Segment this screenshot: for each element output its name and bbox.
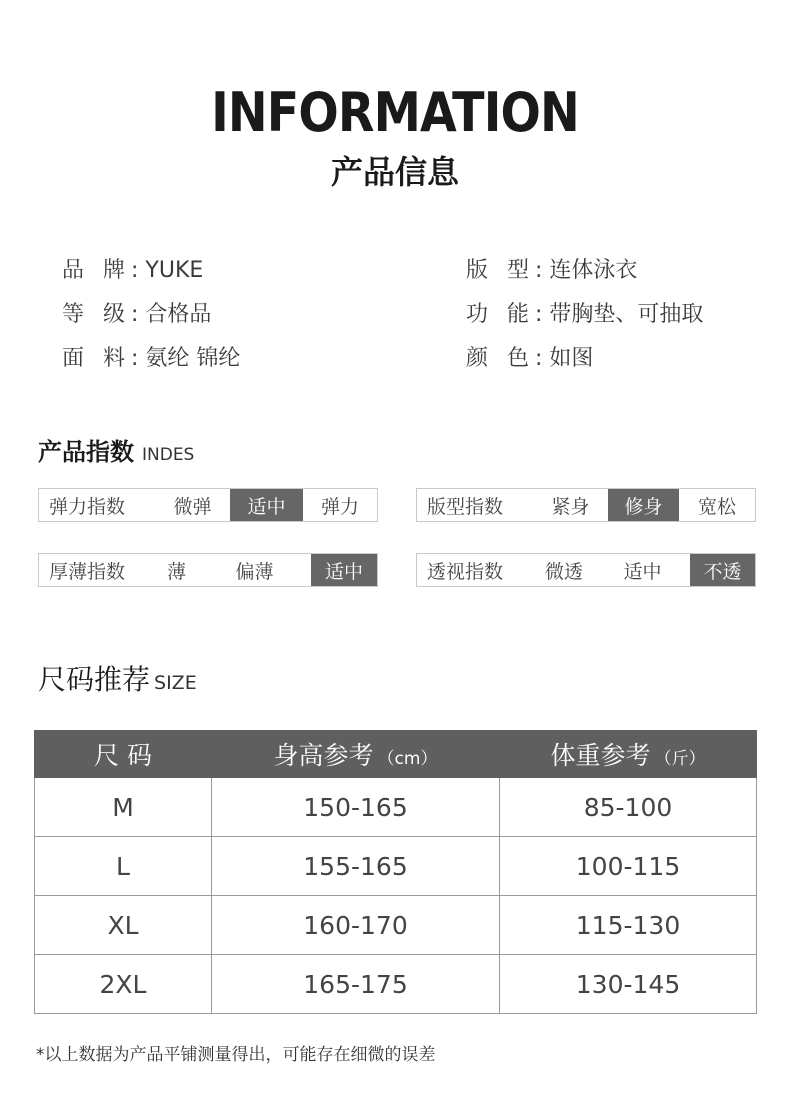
info-row-function — [466, 300, 703, 330]
cell-weight: 130-145 — [500, 955, 757, 1014]
column-header-height — [212, 731, 500, 778]
info-row-brand — [62, 256, 203, 286]
size-table-header — [35, 731, 757, 778]
section-title-en: SIZE — [154, 672, 197, 694]
index-option-selected: 适中 — [230, 489, 303, 521]
column-unit: （斤） — [654, 749, 706, 769]
info-separator: : — [131, 258, 139, 283]
section-title-cn: 产品指数 — [38, 438, 134, 466]
section-title-en: INDES — [142, 445, 195, 465]
info-value: 带胸垫、可抽取 — [549, 302, 704, 327]
page-title: INFORMATION — [211, 81, 579, 144]
index-elasticity — [38, 488, 378, 522]
info-separator: : — [535, 346, 543, 371]
info-label: 等 级 — [62, 302, 131, 327]
index-name: 厚薄指数 — [49, 560, 126, 583]
index-option-selected: 不透 — [690, 554, 755, 586]
index-thickness — [38, 553, 378, 587]
column-label: 身高参考 — [273, 741, 374, 770]
table-row — [35, 778, 757, 837]
info-label: 品 牌 — [62, 258, 131, 283]
info-label: 面 料 — [62, 346, 131, 371]
index-name: 版型指数 — [427, 495, 504, 518]
table-row — [35, 837, 757, 896]
table-row — [35, 955, 757, 1014]
info-value: 如图 — [549, 346, 594, 371]
index-option-selected: 适中 — [311, 554, 377, 586]
info-value: 合格品 — [145, 302, 212, 327]
index-option: 薄 — [166, 560, 186, 583]
info-row-fit — [466, 256, 637, 286]
info-label: 版 型 — [466, 258, 535, 283]
index-option: 偏薄 — [235, 560, 274, 583]
info-label: 颜 色 — [466, 346, 535, 371]
index-option: 弹力 — [320, 495, 359, 518]
column-header-size — [35, 731, 212, 778]
info-value: 氨纶 锦纶 — [145, 346, 241, 371]
info-separator: : — [535, 302, 543, 327]
cell-weight: 115-130 — [500, 896, 757, 955]
info-separator: : — [131, 302, 139, 327]
index-option: 微透 — [544, 560, 583, 583]
info-value: YUKE — [145, 258, 204, 283]
size-table — [34, 730, 757, 1014]
info-value: 连体泳衣 — [549, 258, 638, 283]
cell-size: L — [35, 837, 212, 896]
cell-weight: 85-100 — [500, 778, 757, 837]
index-name: 弹力指数 — [49, 495, 126, 518]
index-option: 宽松 — [697, 495, 736, 518]
page-subtitle: 产品信息 — [330, 153, 459, 191]
index-section-title — [38, 432, 194, 467]
cell-weight: 100-115 — [500, 837, 757, 896]
cell-height: 155-165 — [212, 837, 500, 896]
info-row-grade — [62, 300, 211, 330]
cell-height: 160-170 — [212, 896, 500, 955]
index-name: 透视指数 — [427, 560, 504, 583]
cell-height: 165-175 — [212, 955, 500, 1014]
cell-size: XL — [35, 896, 212, 955]
table-row — [35, 896, 757, 955]
info-row-fabric — [62, 344, 240, 374]
section-title-cn: 尺码推荐 — [38, 663, 151, 696]
cell-height: 150-165 — [212, 778, 500, 837]
index-option: 适中 — [623, 560, 662, 583]
index-option: 紧身 — [551, 495, 590, 518]
column-unit: （cm） — [377, 749, 438, 769]
info-separator: : — [131, 346, 139, 371]
cell-size: M — [35, 778, 212, 837]
index-transparency — [416, 553, 756, 587]
info-row-color — [466, 344, 593, 374]
index-option: 微弹 — [173, 495, 212, 518]
column-label: 体重参考 — [550, 741, 651, 770]
footnote: *以上数据为产品平铺测量得出，可能存在细微的误差 — [36, 1045, 436, 1065]
info-label: 功 能 — [466, 302, 535, 327]
cell-size: 2XL — [35, 955, 212, 1014]
index-option-selected: 修身 — [608, 489, 679, 521]
index-fit — [416, 488, 756, 522]
info-separator: : — [535, 258, 543, 283]
column-label: 尺 码 — [94, 741, 152, 770]
size-section-title — [38, 658, 197, 698]
column-header-weight — [500, 731, 757, 778]
